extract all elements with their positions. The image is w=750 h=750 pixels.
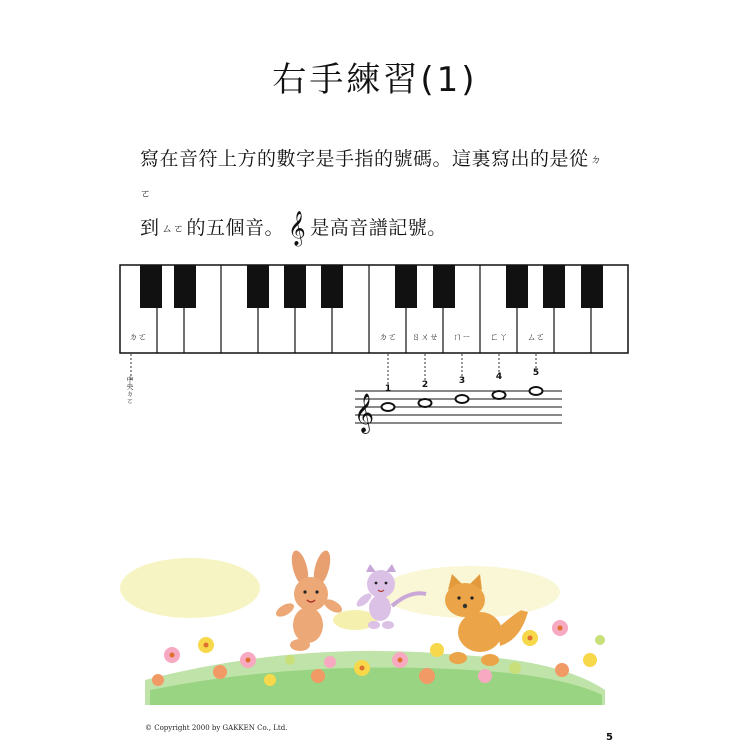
music-staff: [354, 368, 562, 434]
paragraph-text-1: 寫在音符上方的數字是手指的號碼。這裏寫出的是從: [140, 148, 589, 170]
finger-number: 1: [384, 384, 392, 394]
key-label-so: ㄙㄛ: [526, 333, 546, 343]
finger-number: 2: [421, 380, 429, 390]
paragraph-text-3: 的五個音。: [186, 217, 285, 239]
finger-number: 3: [458, 376, 466, 386]
page-title: 右手練習(1): [272, 60, 478, 100]
middle-c-label: 中央ㄉㄛ: [126, 376, 134, 404]
key-label-do: ㄉㄛ: [378, 333, 398, 343]
rabbit-illustration: [274, 549, 344, 651]
piano-keyboard: [120, 265, 628, 353]
finger-number: 5: [532, 368, 540, 378]
page-number: 5: [606, 732, 613, 743]
treble-clef-icon: 𝄞: [354, 393, 375, 433]
finger-number: 4: [495, 372, 503, 382]
paragraph-text-2: 到: [140, 217, 160, 239]
copyright-notice: © Copyright 2000 by GAKKEN Co., Ltd.: [145, 724, 288, 732]
guide-lines: [131, 354, 536, 386]
key-label-mi: ㄇㄧ: [452, 333, 472, 343]
meadow-illustration: [120, 549, 605, 705]
note-fa: [493, 391, 506, 399]
key-label-fa: ㄈㄚ: [489, 333, 509, 343]
treble-clef-icon: 𝄞: [288, 210, 307, 246]
note-so: [530, 387, 543, 395]
do-symbol: ㄉㄛ: [140, 152, 603, 200]
note-re: [419, 399, 432, 407]
so-symbol: ㄙㄛ: [161, 221, 185, 235]
paragraph-text-4: 是高音譜記號。: [310, 217, 447, 239]
note-do: [382, 403, 395, 411]
key-label-low-do: ㄉㄛ: [128, 333, 148, 343]
key-label-re: ㄖㄨㄝ: [411, 333, 439, 343]
note-mi: [456, 395, 469, 403]
